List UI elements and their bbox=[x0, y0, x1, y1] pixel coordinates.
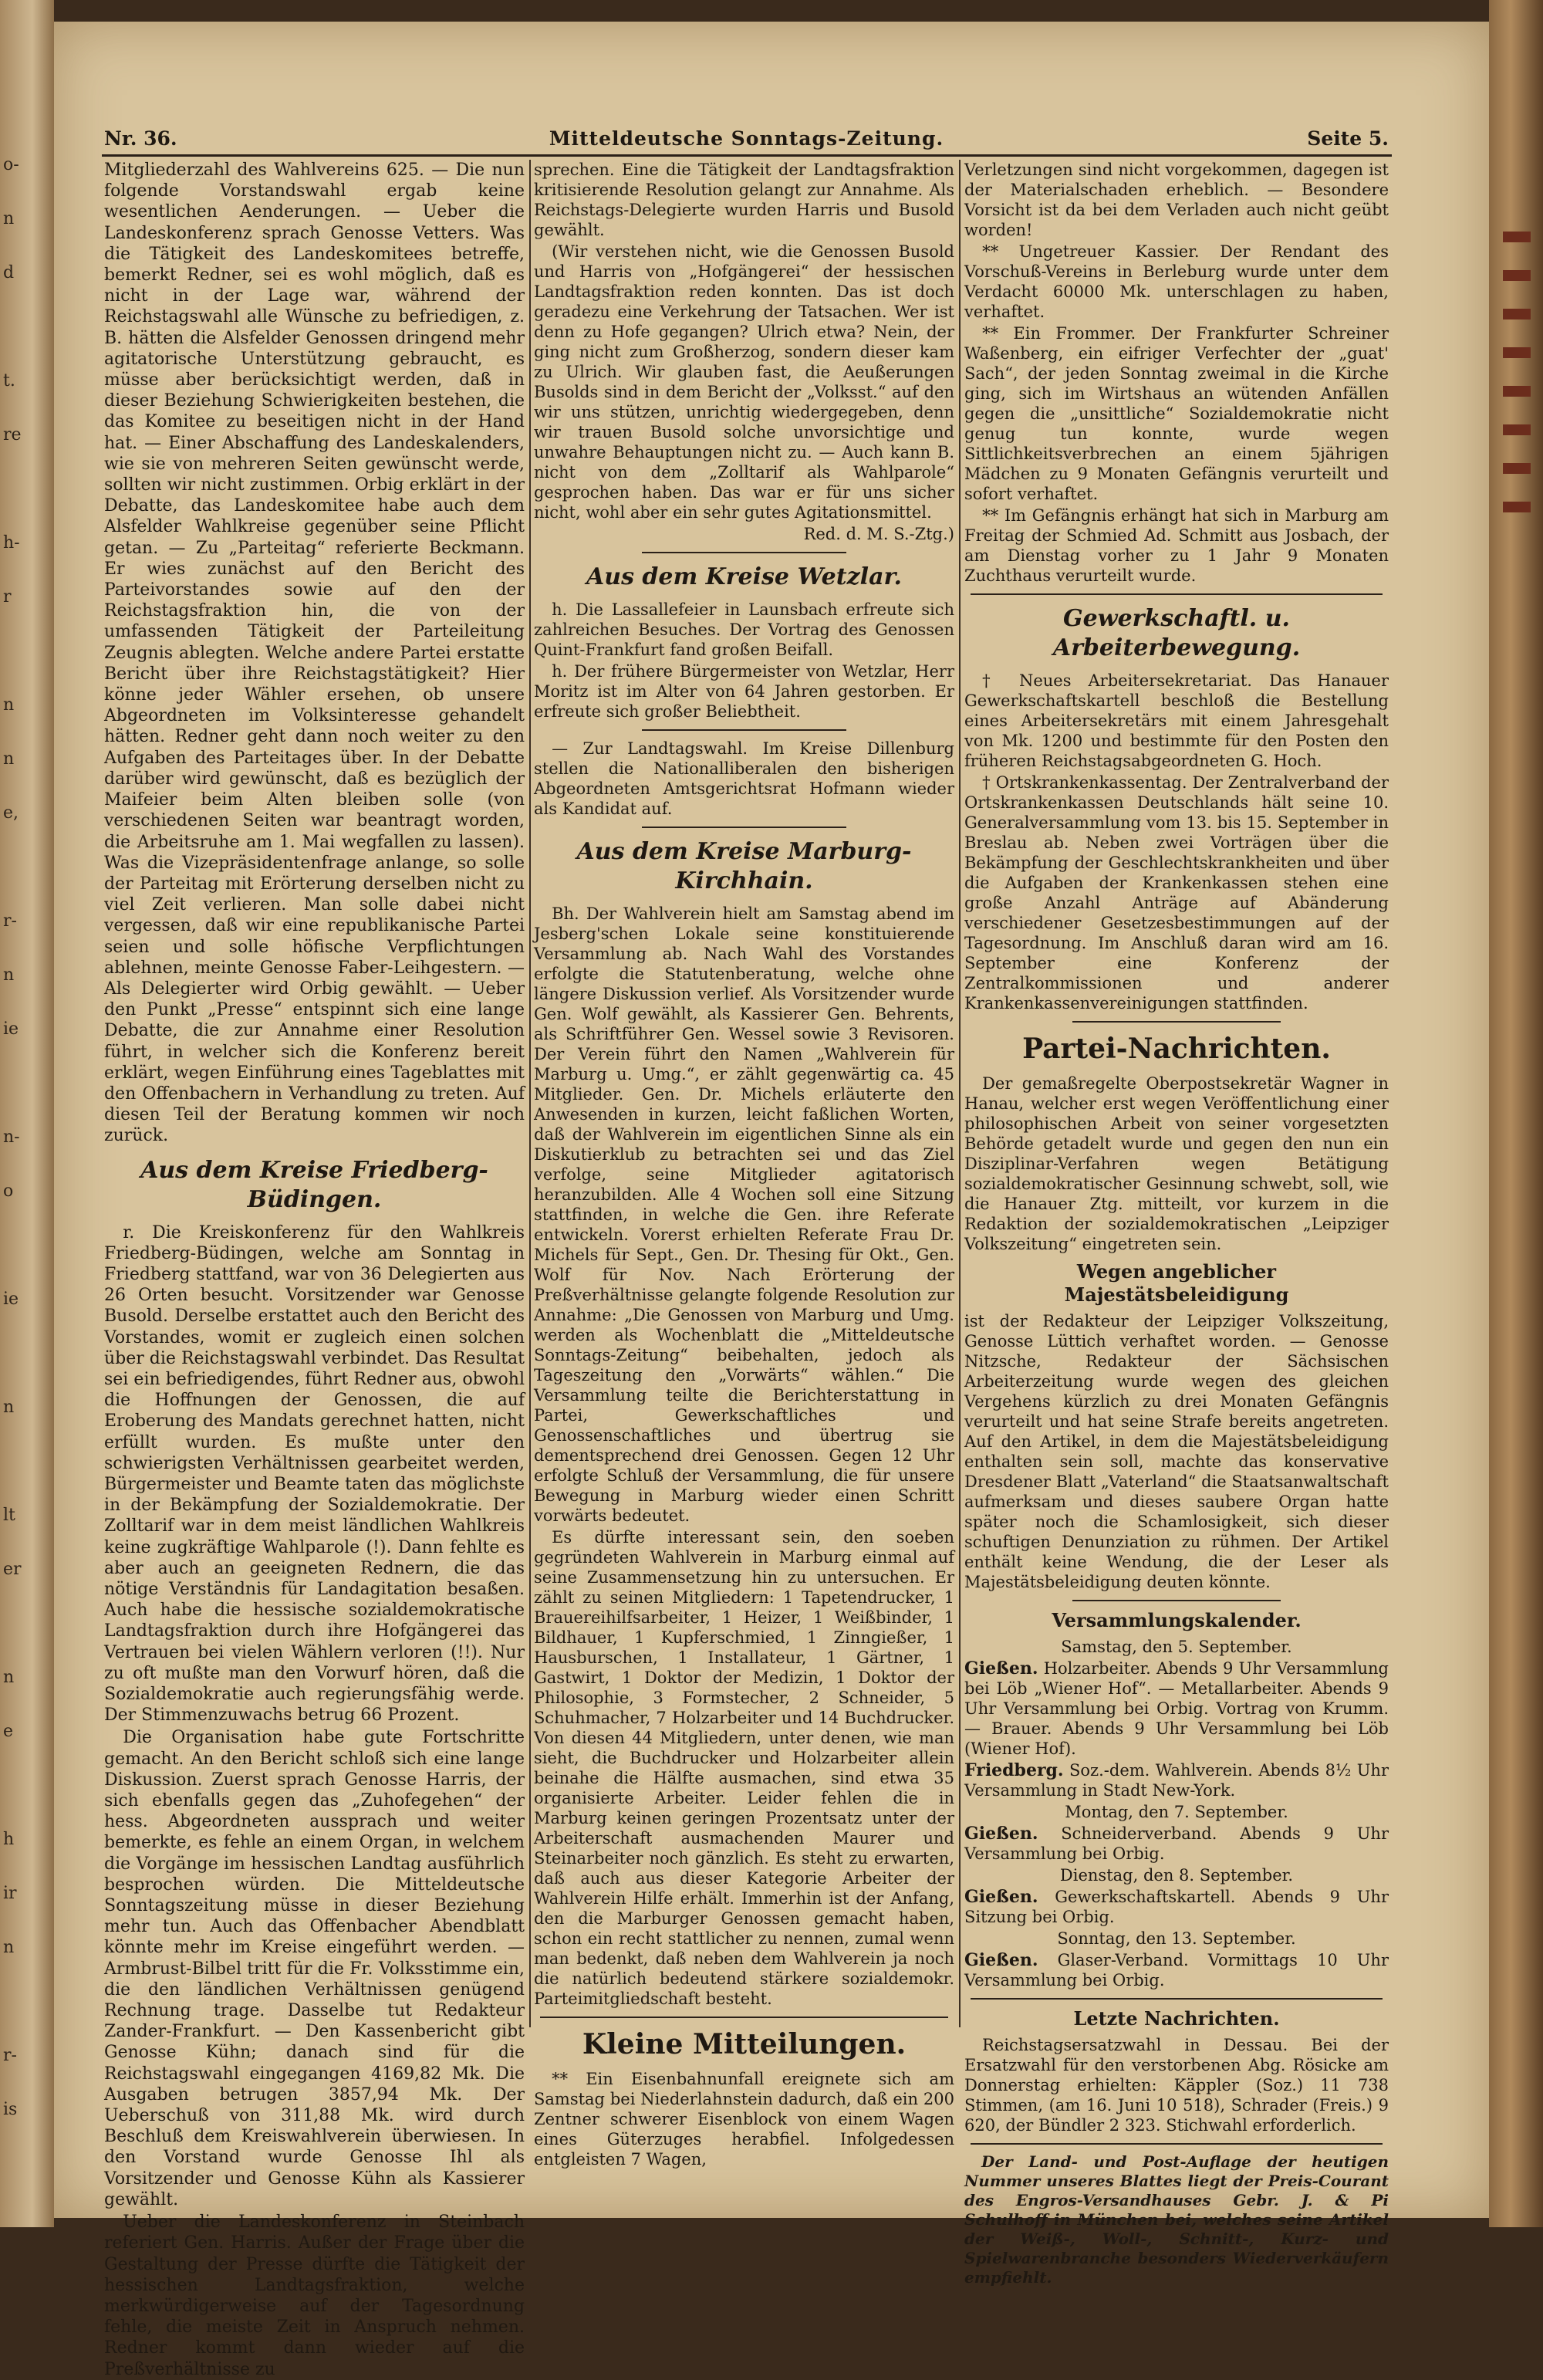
calendar-city: Friedberg. bbox=[964, 1760, 1064, 1780]
calendar-entry bbox=[964, 1658, 1389, 1759]
calendar-date: Samstag, den 5. September. bbox=[1061, 1638, 1292, 1656]
column-3 bbox=[964, 160, 1389, 2287]
margin-fragment: o bbox=[3, 1182, 14, 1201]
issue-number: Nr. 36. bbox=[104, 127, 177, 150]
editor-note: (Wir verstehen nicht, wie die Genossen Busold und Harris von „Hofgängerei“ der hessischen Landtagsfraktion reden konnten. Das ist doch geradezu eine Verkehrung der Tatsachen. Wer ist denn zu Hofe gegangen? Ulrich etwa? Nein, der ging nicht zum Großherzog, sondern dieser kam zu Ulrich. Wir glauben fast, die Aeußerungen Busolds sind in dem Bericht der „Volksst.“ auf den wir uns stützen, unrichtig wiedergegeben, denn wir trauen Busold solche unvorsichtige und unwahre Behauptungen nicht zu. — Auch kann B. nicht von dem „Zolltarif als Wahlparole“ gesprochen haben. Das war er für uns sicher nicht, wohl aber ein sehr gutes Agitationsmittel. bbox=[534, 242, 954, 522]
article-paragraph: Es dürfte interessant sein, den soeben gegründeten Wahlverein in Marburg einmal auf seine Zusammensetzung hin zu untersuchen. Er zählt zu seinen Mitgliedern: 1 Tapetendrucker, 1 Brauereihilfsarbeiter, 1 Heizer, 1 Weißbinder, 1 Bildhauer, 1 Kupferschmied, 1 Zinngießer, 1 Hausburschen, 1 Installateur, 1 Gärtner, 1 Gastwirt, 1 Doktor der Medizin, 1 Doktor der Philosophie, 3 Formstecher, 2 Schneider, 5 Schuhmacher, 7 Holzarbeiter und 14 Buchdrucker. Von diesen 44 Mitgliedern, unter denen, wie man sieht, die Buchdrucker und Holzarbeiter allein beinahe die Hälfte ausmachen, sind etwa 35 organisierte Arbeiter. Leider fehlen die in Marburg keinen geringen Prozentsatz unter der Arbeiterschaft ausmachenden Maurer und Steinarbeiter noch gänzlich. Es steht zu erwarten, daß auch aus dieser Kategorie Arbeiter der Wahlverein Hilfe erhält. Immerhin ist der Anfang, den die Marburger Genossen gemacht haben, schon ein recht stattlicher zu nennen, zumal wenn man bedenkt, daß neben dem Wahlverein ja noch die natürlich bedeutend stärkere sozialdemokr. Parteimitgliedschaft besteht. bbox=[534, 1528, 954, 2008]
calendar-text: Soz.-dem. Wahlverein. Abends 8½ Uhr Versammlung in Stadt New-York. bbox=[964, 1761, 1389, 1800]
margin-fragment: ie bbox=[3, 1019, 19, 1039]
section-rule bbox=[971, 593, 1383, 595]
section-heading: Versammlungskalender. bbox=[1052, 1609, 1302, 1631]
calendar-date: Sonntag, den 13. September. bbox=[1057, 1929, 1296, 1948]
calendar-date: Dienstag, den 8. September. bbox=[1059, 1866, 1294, 1885]
margin-fragment: ir bbox=[3, 1884, 17, 1903]
article-paragraph: ** Ungetreuer Kassier. Der Rendant des Vorschuß-Vereins in Berleburg wurde unter dem Verdacht 60000 Mk. unterschlagen zu haben, verhaftet. bbox=[964, 242, 1389, 321]
page-number: Seite 5. bbox=[1307, 127, 1389, 150]
article-paragraph: Verletzungen sind nicht vorgekommen, dagegen ist der Materialschaden erheblich. — Besondere Vorsicht ist da bei dem Verladen auch nicht geübt worden! bbox=[964, 161, 1389, 239]
page-header bbox=[104, 127, 1389, 154]
section-rule bbox=[1072, 1021, 1281, 1023]
book-edge bbox=[1489, 0, 1543, 2227]
margin-fragment: er bbox=[3, 1560, 22, 1579]
article-paragraph: † Neues Arbeitersekretariat. Das Hanauer Gewerkschaftskartell beschloß die Bestellung eines Arbeitersekretärs mit einem Jahresgehalt von Mk. 1200 und bestimmte für den Posten den früheren Reichstagsabgeordneten G. Hoch. bbox=[964, 671, 1389, 770]
article-paragraph: r. Die Kreiskonferenz für den Wahlkreis Friedberg-Büdingen, welche am Sonntag in Friedberg stattfand, war von 36 Delegierten aus 26 Orten besucht. Vorsitzender war Genosse Busold. Derselbe erstattet auch den Bericht des Vorstandes, womit er zugleich einen solchen über die Reichstagswahl verbindet. Das Resultat sei ein befriedigendes, führt Redner aus, obwohl die Hoffnungen der Genossen, die auf Eroberung des Mandats gerechnet hatten, nicht erfüllt wurden. Es mußte unter den schwierigsten Verhältnissen gearbeitet werden, Bürgermeister und Beamte taten das möglichste in der Bekämpfung der Sozialdemokratie. Der Zolltarif war in dem meist ländlichen Wahlkreis keine zugkräftige Wahlparole (!). Dann fehlte es aber auch an geeigneten Rednern, die das nötige Verständnis für Landagitation besaßen. Auch habe die hessische sozialdemokratische Landtagsfraktion durch ihre Hofgängerei das Vertrauen bei vielen Wählern verloren (!!). Nur zu oft mußte man den Vorwurf hören, daß die Sozialdemokratie auch regierungsfähig werde. Der Stimmenzuwachs betrug 66 Prozent. bbox=[104, 1222, 525, 1726]
calendar-text: Glaser-Verband. Vormittags 10 Uhr Versammlung bei Orbig. bbox=[964, 1951, 1389, 1990]
column-divider bbox=[529, 160, 531, 2027]
margin-fragment: h- bbox=[3, 533, 20, 553]
calendar-entry bbox=[964, 1824, 1389, 1864]
section-heading: Partei-Nachrichten. bbox=[1022, 1033, 1331, 1065]
margin-fragment: r- bbox=[3, 2046, 17, 2065]
section-rule bbox=[540, 2017, 948, 2018]
section-rule bbox=[971, 1998, 1383, 2000]
section-rule bbox=[642, 552, 846, 553]
article-paragraph: Mitgliederzahl des Wahlvereins 625. — Die nun folgende Vorstandswahl ergab keine wesentlichen Aenderungen. — Ueber die Landeskonferenz sprach Genosse Vetters. Was die Tätigkeit des Landeskomitees betreffe, bemerkt Redner, sei es wohl möglich, daß es nicht in der Lage war, während der Reichstagswahl alle Wünsche zu befriedigen, z. B. hätten die Alsfelder Genossen dringend mehr agitatorische Unterstützung gebraucht, es müsse aber berücksichtigt werden, daß in dieser Beziehung Schwierigkeiten bestehen, die das Komitee zu beseitigen nicht in der Hand hat. — Einer Abschaffung des Landeskalenders, wie sie von mehreren Seiten gewünscht werde, sollten wir nicht zustimmen. Orbig erklärt in der Debatte, das Landeskomitee habe auch dem Alsfelder Wahlkreise gegenüber seine Pflicht getan. — Zu „Parteitag“ referierte Beckmann. Er wies zunächst auf den Bericht des Parteivorstandes sowie auf den der Reichstagsfraktion hin, die von der umfassenden Tätigkeit der Parteileitung Zeugnis ablegten. Welche andere Partei erstatte Bericht über ihre Reichstagstätigkeit? Hier könne jeder Wähler ersehen, ob unsere Abgeordneten im Volksinteresse gehandelt hätten. Redner geht dann noch weiter zu den Aufgaben des Parteitages über. In der Debatte darüber wird gewünscht, daß es bezüglich der Maifeier beim Alten bleiben solle (von verschiedenen Seiten war beantragt worden, die Arbeitsruhe am 1. Mai wegfallen zu lassen). Was die Vizepräsidentenfrage anlange, so solle der Parteitag mit Erörterung derselben nicht zu viel Zeit verlieren. Man solle dabei nicht vergessen, daß wir eine republikanische Partei seien und solle höfische Verpflichtungen ablehnen, meinte Genosse Faber-Leihgestern. — Als Delegierter wird Orbig gewählt. — Ueber den Punkt „Presse“ entspinnt sich eine lange Debatte, die zur Annahme einer Resolution führt, in welcher sich die Konferenz bereit erklärt, wegen Einführung eines Tageblattes mit den Offenbachern in Verhandlung zu treten. Auf diesen Teil der Beratung kommen wir noch zurück. bbox=[104, 161, 525, 1146]
advertising-notice: Der Land- und Post-Auflage der heutigen Nummer unseres Blattes liegt der Preis-Courant des Engros-Versandhauses Gebr. J. & Pi Schulhoff in München bei, welches seine Artikel der Weiß-, Woll-, Schnitt-, Kurz- und Spielwarenbranche besonders Wiederverkäufern empfiehlt. bbox=[964, 2152, 1389, 2287]
section-heading: Letzte Nachrichten. bbox=[1073, 2007, 1280, 2030]
section-heading: Aus dem Kreise Wetzlar. bbox=[586, 563, 902, 590]
section-heading: Kleine Mitteilungen. bbox=[582, 2028, 907, 2061]
article-paragraph: Der gemaßregelte Oberpostsekretär Wagner in Hanau, welcher erst wegen Veröffentlichung einer philosophischen Arbeit von seiner vorgesetzten Behörde getadelt wurde und gegen den nun ein Disziplinar-Verfahren wegen Betätigung sozialdemokratischer Gesinnung schwebt, soll, wie die Hanauer Ztg. mitteilt, vor kurzem in die Redaktion der sozialdemokratischen „Leipziger Volkszeitung“ eingetreten sein. bbox=[964, 1074, 1389, 1253]
calendar-text: Schneiderverband. Abends 9 Uhr Versammlung bei Orbig. bbox=[964, 1824, 1389, 1863]
article-paragraph: ** Ein Eisenbahnunfall ereignete sich am Samstag bei Niederlahnstein dadurch, daß ein 200 Zentner schwerer Eisenblock von einem Wagen eines Güterzuges herabfiel. Infolgedessen entgleisten 7 Wagen, bbox=[534, 2070, 954, 2169]
calendar-city: Gießen. bbox=[964, 1824, 1038, 1844]
margin-fragment: is bbox=[3, 2100, 18, 2119]
margin-fragment: n bbox=[3, 1668, 15, 1687]
article-paragraph: Reichstagsersatzwahl in Dessau. Bei der Ersatzwahl für den verstorbenen Abg. Rösicke am Donnerstag erhielten: Käppler (Soz.) 11 738 Stimmen, (am 16. Juni 10 518), Schrader (Freis.) 9 620, der Bündler 2 323. Stichwahl erforderlich. bbox=[964, 2036, 1389, 2135]
margin-fragment: e, bbox=[3, 803, 19, 823]
calendar-date: Montag, den 7. September. bbox=[1065, 1803, 1288, 1821]
section-rule bbox=[971, 2143, 1383, 2145]
calendar-city: Gießen. bbox=[964, 1887, 1038, 1907]
margin-fragment: d bbox=[3, 263, 15, 282]
margin-fragment: n bbox=[3, 965, 15, 985]
margin-fragment: n bbox=[3, 209, 15, 228]
calendar-city: Gießen. bbox=[964, 1950, 1038, 1970]
article-paragraph: — Zur Landtagswahl. Im Kreise Dillenburg stellen die Nationalliberalen den bisherigen Abgeordneten Amtsgerichtsrat Hofmann wieder als Kandidat auf. bbox=[534, 739, 954, 818]
margin-fragment: re bbox=[3, 425, 22, 445]
column-2 bbox=[534, 160, 954, 2169]
calendar-entry bbox=[964, 1887, 1389, 1927]
section-rule bbox=[642, 729, 846, 731]
margin-fragment: e bbox=[3, 1722, 14, 1741]
article-paragraph: ist der Redakteur der Leipziger Volkszeitung, Genosse Lüttich verhaftet worden. — Genosse Nitzsche, Redakteur der Sächsischen Arbeiterzeitung wurde wegen des gleichen Vergehens kürzlich zu drei Monaten Gefängnis verurteilt und hat seine Strafe bereits angetreten. Auf den Artikel, in dem die Majestätsbeleidigung enthalten sein soll, machte das konservative Dresdener Blatt „Vaterland“ die Staatsanwaltschaft aufmerksam und dieses saubere Organ hatte später noch die Schamlosigkeit, sich dieser schuftigen Denunziation zu rühmen. Der Artikel enthält keine Wendung, die der Leser als Majestätsbeleidigung deuten könnte. bbox=[964, 1312, 1389, 1591]
margin-fragment: lt bbox=[3, 1506, 15, 1525]
section-rule bbox=[642, 827, 846, 828]
margin-fragment: n- bbox=[3, 1127, 20, 1147]
article-paragraph: † Ortskrankenkassentag. Der Zentralverband der Ortskrankenkassen Deutschlands hält seine 10. Generalversammlung vom 13. bis 15. September in Breslau ab. Neben zwei Vorträgen über die Bekämpfung der Geschlechtskrankheiten und über die Aufgaben der Krankenkassen stehen eine große Anzahl Anträge auf Abänderung verschiedener Gesetzesbestimmungen auf der Tagesordnung. Im Anschluß daran wird am 16. September eine Konferenz der Zentralkommissionen und anderer Krankenkassenvereinigungen stattfinden. bbox=[964, 773, 1389, 1013]
margin-fragment: n bbox=[3, 749, 15, 769]
margin-fragment: r- bbox=[3, 911, 17, 931]
previous-page-edge bbox=[0, 0, 54, 2227]
margin-fragment: n bbox=[3, 695, 15, 715]
section-rule bbox=[1072, 1600, 1281, 1601]
article-paragraph: h. Die Lassallefeier in Launsbach erfreute sich zahlreichen Besuches. Der Vortrag des Genossen Quint-Frankfurt fand großen Beifall. bbox=[534, 600, 954, 659]
calendar-text: Gewerkschaftskartell. Abends 9 Uhr Sitzung bei Orbig. bbox=[964, 1888, 1389, 1926]
calendar-entry bbox=[964, 1950, 1389, 1990]
meeting-calendar bbox=[964, 1637, 1389, 1990]
margin-fragment: r bbox=[3, 587, 12, 607]
editor-signature: Red. d. M. S.-Ztg.) bbox=[803, 525, 954, 543]
article-paragraph: Die Organisation habe gute Fortschritte gemacht. An den Bericht schloß sich eine lange Diskussion. Zuerst sprach Genosse Harris, der sich ebenfalls gegen das „Zuhofegehen“ der hess. Abgeordneten aussprach und weiter bemerkte, es fehle an einem Organ, in welchem die Vorgänge im hessischen Landtag ausführlich besprochen würden. Die Mitteldeutsche Sonntagszeitung müsse in dieser Beziehung mehr tun. Auch das Offenbacher Abendblatt könnte mehr im Kreise eingeführt werden. — Armbrust-Bilbel tritt für die Fr. Volksstimme ein, die den ländlichen Verhältnissen genügend Rechnung trage. Dasselbe tut Redakteur Zander-Frankfurt. — Den Kassenbericht gibt Genosse Kühn; danach sind für die Reichstagswahl eingegangen 4169,82 Mk. Die Ausgaben betrugen 3857,94 Mk. Der Ueberschuß von 311,88 Mk. wird durch Beschluß dem Kreiswahlverein überwiesen. In den Vorstand wurde Genosse Ihl als Vorsitzender und Genosse Kühn als Kassierer gewählt. bbox=[104, 1728, 525, 2209]
header-rule bbox=[102, 154, 1392, 157]
calendar-text: Holzarbeiter. Abends 9 Uhr Versammlung bei Löb „Wiener Hof“. — Metallarbeiter. Abends 9 Uhr Versammlung bei Orbig. Vortrag von Krumm. — Brauer. Abends 9 Uhr Versammlung bei Löb (Wiener Hof). bbox=[964, 1659, 1389, 1758]
article-paragraph: h. Der frühere Bürgermeister von Wetzlar, Herr Moritz ist im Alter von 64 Jahren gestorben. Er erfreute sich großer Beliebtheit. bbox=[534, 662, 954, 721]
newspaper-title: Mitteldeutsche Sonntags-Zeitung. bbox=[549, 127, 944, 150]
margin-fragment: h bbox=[3, 1830, 15, 1849]
margin-fragment: n bbox=[3, 1938, 15, 1957]
margin-fragment: t. bbox=[3, 371, 15, 390]
column-1 bbox=[104, 160, 525, 2379]
calendar-city: Gießen. bbox=[964, 1658, 1038, 1679]
article-paragraph: Bh. Der Wahlverein hielt am Samstag abend im Jesberg'schen Lokale seine konstituierende Versammlung ab. Nach Wahl des Vorstandes erfolgte die Statutenberatung, welche ohne längere Diskussion verlief. Als Vorsitzender wurde Gen. Wolf gewählt, als Kassierer Gen. Behrents, als Schriftführer Gen. Wessel sowie 3 Revisoren. Der Verein führt den Namen „Wahlverein für Marburg u. Umg.“, er zählt gegenwärtig ca. 45 Mitglieder. Gen. Dr. Michels erläuterte den Anwesenden in kurzen, leicht faßlichen Worten, daß der Wahlverein im eigentlichen Sinne als ein Diskutierklub zu betrachten sei und das Ziel verfolge, seine Mitglieder agitatorisch heranzubilden. Alle 4 Wochen soll eine Sitzung stattfinden, in welche die Gen. ihre Referate entwickeln. Vorerst erhielten Referate Frau Dr. Michels für Sept., Gen. Dr. Thesing für Okt., Gen. Wolf für Nov. Nach Erörterung der Preßverhältnisse gelangte folgende Resolution zur Annahme: „Die Genossen von Marburg und Umg. werden als Wochenblatt die „Mitteldeutsche Sonntags-Zeitung“ beibehalten, jedoch als Tageszeitung den „Vorwärts“ wählen.“ Die Versammlung teilte die Berichterstattung in Partei, Gewerkschaftliches und Genossenschaftliches und übertrug sie dementsprechend drei Genossen. Gegen 12 Uhr erfolgte Schluß der Versammlung, die für unsere Bewegung in Marburg wieder einen Schritt vorwärts bedeutet. bbox=[534, 904, 954, 1525]
margin-fragment: n bbox=[3, 1398, 15, 1417]
subheading: Wegen angeblicher Majestätsbeleidigung bbox=[1064, 1260, 1289, 1306]
article-paragraph: sprechen. Eine die Tätigkeit der Landtagsfraktion kritisierende Resolution gelangt zur Annahme. Als Reichstags-Delegierte wurden Harris und Busold gewählt. bbox=[534, 161, 954, 239]
article-paragraph: ** Ein Frommer. Der Frankfurter Schreiner Waßenberg, ein eifriger Verfechter der „guat' Sach“, der jeden Sonntag zweimal in die Kirche ging, sich im Wirtshaus an wütenden Anfällen gegen die „unsittliche“ Sozialdemokratie nicht genug tun konnte, wurde wegen Sittlichkeitsverbrechen an einem 5jährigen Mädchen zu 9 Monaten Gefängnis verurteilt und sofort verhaftet. bbox=[964, 324, 1389, 503]
article-paragraph: ** Im Gefängnis erhängt hat sich in Marburg am Freitag der Schmied Ad. Schmitt aus Josbach, der am Dienstag vorher zu 1 Jahr 9 Monaten Zuchthaus verurteilt wurde. bbox=[964, 506, 1389, 585]
calendar-entry bbox=[964, 1760, 1389, 1800]
section-heading: Gewerkschaftl. u. Arbeiterbewegung. bbox=[1052, 605, 1301, 661]
article-paragraph: Ueber die Landeskonferenz in Steinbach referiert Gen. Harris. Außer der Frage über die Gestaltung der Presse dürfte die Tätigkeit der hessischen Landtagsfraktion, welche merkwürdigerweise auf der Tagesordnung fehle, die meiste Zeit in Anspruch nehmen. Redner kommt dann wieder auf die Preßverhältnisse zu bbox=[104, 2213, 525, 2379]
column-divider bbox=[959, 160, 961, 2027]
section-heading: Aus dem Kreise Marburg-Kirchhain. bbox=[576, 838, 912, 894]
margin-fragment: o- bbox=[3, 155, 19, 174]
margin-fragment: ie bbox=[3, 1290, 19, 1309]
section-heading: Aus dem Kreise Friedberg-Büdingen. bbox=[140, 1156, 488, 1213]
